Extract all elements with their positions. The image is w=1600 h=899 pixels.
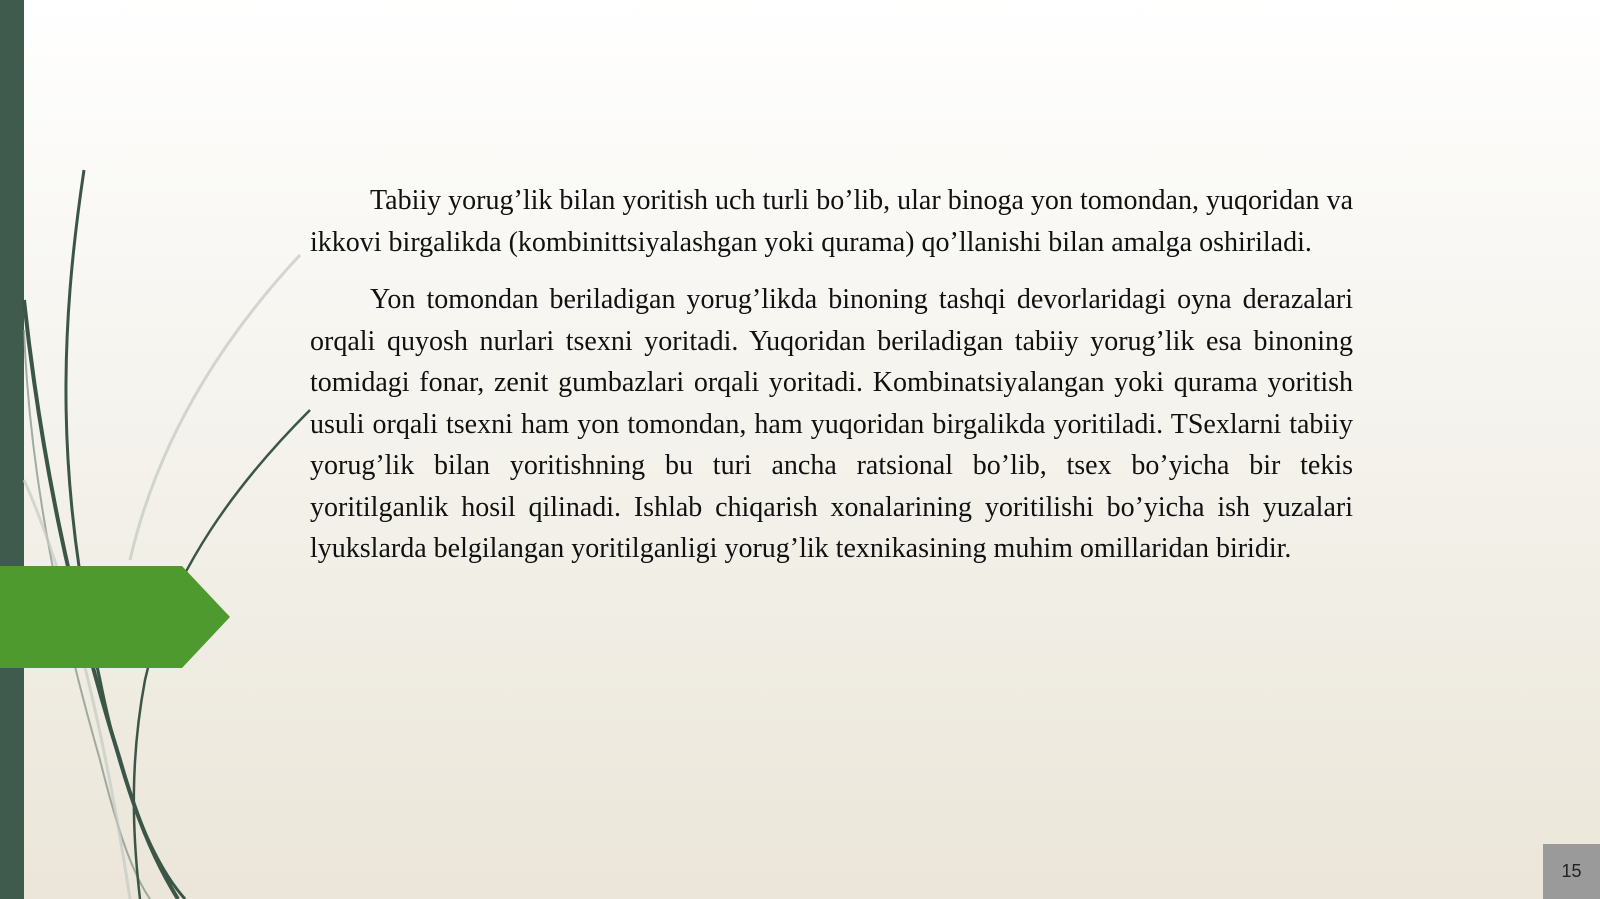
paragraph-1: Tabiiy yorug’lik bilan yoritish uch turli bo’lib, ular binoga yon tomondan, yuqoridan va ikkovi birgalikda (kombinittsiyalashgan yoki qurama) qo’llanishi bilan amalga oshiriladi. [310, 185, 1353, 258]
grass-line-5-faint [130, 255, 300, 560]
paragraph-2: Yon tomondan beriladigan yorug’likda binoning tashqi devorlaridagi oyna derazalari orqali quyosh nurlari tsexni yoritadi. Yuqoridan beriladigan tabiiy yorug’lik esa binoning tomidagi fonar, zenit gumbazlari orqali yoritadi. Kombinatsiyalangan yoki qurama yoritish usuli orqali tsexni ham yon tomondan, ham yuqoridan birgalikda yoritiladi. TSexlarni tabiiy yorug’lik bilan yoritishning bu turi ancha ratsional bo’lib, tsex bo’yicha bir tekis yoritilganlik hosil qilinadi. Ishlab chiqarish xonalarining yoritilishi bo’yicha ish yuzalari lyukslarda belgilangan yoritilganligi yorug’lik texnikasining muhim omillaridan biridir. [310, 284, 1353, 564]
grass-line-1 [66, 170, 185, 899]
page-number-badge: 15 [1543, 844, 1600, 899]
slide-body [310, 180, 1353, 586]
grass-lines-decoration [0, 0, 340, 899]
pentagon-arrow-icon [0, 566, 230, 668]
